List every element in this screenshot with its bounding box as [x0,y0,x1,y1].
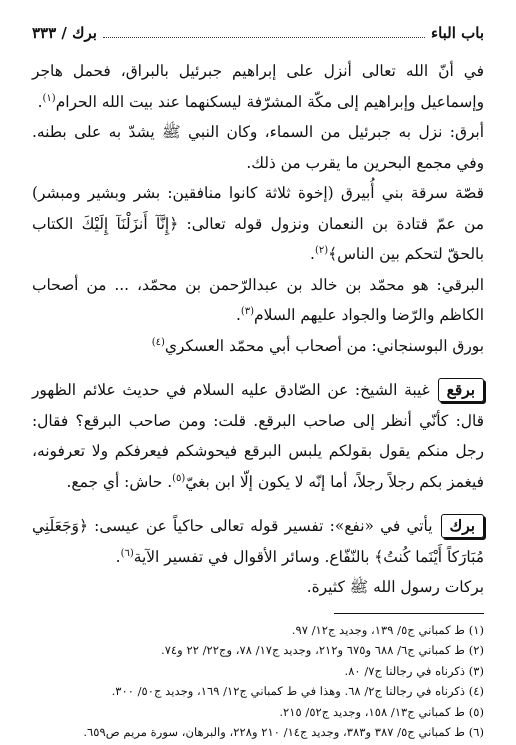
footnote-ref: (٥) [172,472,186,484]
footnote-item: (٦) ط كمباني ج٥/ ٣٨٧ و٣٨٣، وجديد ج١٤/ ٢١٠ و٢٢٨، والبرهان، سورة مريم ص٦٥٩. [83,725,484,739]
entry-heading-burqu: برقع [438,378,484,402]
paragraph-barakat: بركات رسول الله ﷺ كثيرة. [306,578,484,596]
footnote-item: (٥) ط كمباني ج١٣/ ١٥٨، وجديد ج٥٢/ ٢١٥. [279,704,484,719]
chapter-title: باب الباء [431,24,484,42]
paragraph-ubayriq: قصّة سرقة بني أُبيرق (إخوة ثلاثة كانوا منافقين: بشر وبشير ومبشر) من عمّ قتادة بن النعمان ونزول قوله تعالى: ﴿إِنَّآ أَنزَلْنَآ إِلَيْكَ الكتاب بالحقّ لتحكم بين الناس﴾$^{(٢)}$. [32,184,484,263]
paragraph-bawraq: بورق البوسنجاني: من أصحاب أبي محمّد العسكري$^{(٤)}$ [151,336,484,355]
page-body [32,56,484,603]
running-header [32,24,484,46]
entry-burqu: برقعغيبة الشيخ: عن الصّادق عليه السلام في حديث علائم الظهور قال: كأنّي أنظر إلى صاحب البرقع. قلت: ومن صاحب البرقع؟ فقال: رجل منكم يقول بقولكم يلبس البرقع فيحوشكم فيعرفكم ولا تعرفونه، فيغمز بكم رجلاً رجلاً، أما إنّه لا يكون إلّا ابن بغيّ$^{(٥)}$. حاش: أي جمع. [32,375,484,497]
footnote-ref: (٤) [151,336,165,348]
footnote-item: (٤) ذكرناه في رجالنا ج٢/ ٦٨. وهذا في ط كمباني ج١٢/ ١٦٩، وجديد ج٥٠/ ٣٠٠. [111,684,484,698]
footnote-ref: (٦) [120,547,134,559]
footnote-ref: (١) [42,92,56,104]
footnote-ref: (٣) [240,305,255,317]
entry-page-number: برك / ٣٣٣ [32,24,97,42]
entry-heading-barak: برك [441,514,484,538]
paragraph-abraq: أبرق: نزل به جبرئيل من السماء، وكان النبي ﷺ يشدّ به على بطنه. وفي مجمع البحرين ما يقرب من ذلك. [32,123,484,172]
footnote-ref: (٢) [314,244,329,256]
footnote-separator [334,613,484,614]
header-dots [103,37,425,38]
footnote-item: (٣) ذكرناه في رجالنا ج٧/ ٨٠. [344,663,484,678]
footnotes [32,620,484,743]
footnote-item: (٢) ط كمباني ج٦/ ٦٨٨ و٦٧٥ و٢١٢، وجديد ج١٧/ ٧٨، وج٢٢/ ٢٢ و٧٤. [161,643,484,657]
paragraph-buraq: في أنّ الله تعالى أنزل على إبراهيم جبرئيل بالبراق، فحمل هاجر وإسماعيل وإبراهيم إلى مكّة المشرّفة ليسكنهما عند بيت الله الحرام$^{(١)}$. [32,62,484,111]
entry-barak: بركيأتي في «نفع»: تفسير قوله تعالى حاكياً عن عيسى: ﴿وَجَعَلَنِي مُبَارَكاً أَيْنَما كُنتُ﴾ بالنّفّاع. وسائر الأقوال في تفسير الآية$^{(٦)}$. [32,511,484,572]
footnote-item: (١) ط كمباني ج٥/ ١٣٩، وجديد ج١٢/ ٩٧. [291,622,484,637]
paragraph-barqi: البرقي: هو محمّد بن خالد بن عبدالرّحمن بن محمّد، ... من أصحاب الكاظم والرّضا والجواد عليهم السلام$^{(٣)}$. [32,275,484,324]
